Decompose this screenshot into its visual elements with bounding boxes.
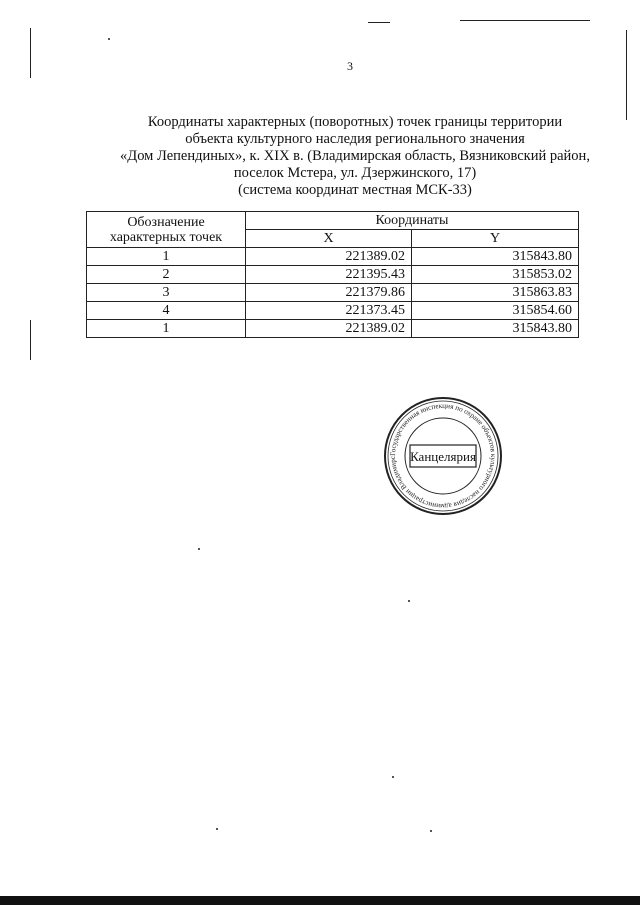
office-stamp xyxy=(382,395,504,517)
scan-speck xyxy=(108,38,110,40)
y-cell: 315854.60 xyxy=(412,302,579,320)
title-line: поселок Мстера, ул. Дзержинского, 17) xyxy=(233,165,477,181)
scan-edge-left-mid xyxy=(30,320,31,360)
header-point-label: Обозначение характерных точек xyxy=(87,212,246,248)
point-cell: 1 xyxy=(87,320,246,338)
table-header-row xyxy=(87,212,579,230)
title-line: Координаты характерных (поворотных) точек границы территории xyxy=(147,114,563,130)
scan-speck xyxy=(430,830,432,832)
y-cell: 315843.80 xyxy=(412,320,579,338)
scan-edge-top-left xyxy=(368,22,390,23)
header-x: X xyxy=(246,230,412,248)
stamp-ring-text: Государственная инспекция по охране объектов культурного наследия администрации Владимирс xyxy=(388,401,498,511)
coordinates-table xyxy=(86,211,579,338)
x-cell: 221373.45 xyxy=(246,302,412,320)
table-row xyxy=(87,302,579,320)
scan-edge-top xyxy=(460,20,590,21)
point-cell: 1 xyxy=(87,248,246,266)
scan-edge-right xyxy=(626,30,627,120)
point-cell: 2 xyxy=(87,266,246,284)
title-line: (система координат местная МСК-33) xyxy=(238,182,472,198)
table-row xyxy=(87,266,579,284)
point-cell: 4 xyxy=(87,302,246,320)
scan-edge-bottom xyxy=(0,896,640,905)
point-cell: 3 xyxy=(87,284,246,302)
page-number: 3 xyxy=(347,59,353,73)
stamp-center-text: Канцелярия xyxy=(410,449,476,464)
table-row xyxy=(87,284,579,302)
table-row xyxy=(87,248,579,266)
y-cell: 315853.02 xyxy=(412,266,579,284)
x-cell: 221379.86 xyxy=(246,284,412,302)
table-row xyxy=(87,320,579,338)
header-coordinates: Координаты xyxy=(246,212,579,230)
x-cell: 221395.43 xyxy=(246,266,412,284)
x-cell: 221389.02 xyxy=(246,320,412,338)
x-cell: 221389.02 xyxy=(246,248,412,266)
scan-speck xyxy=(408,600,410,602)
title-line: «Дом Лепендиных», к. XIX в. (Владимирская область, Вязниковский район, xyxy=(120,148,590,164)
scan-speck xyxy=(392,776,394,778)
header-y: Y xyxy=(412,230,579,248)
scan-speck xyxy=(216,828,218,830)
y-cell: 315843.80 xyxy=(412,248,579,266)
y-cell: 315863.83 xyxy=(412,284,579,302)
title-line: объекта культурного наследия регионального значения xyxy=(185,131,525,147)
document-title xyxy=(95,114,615,199)
scan-speck xyxy=(198,548,200,550)
